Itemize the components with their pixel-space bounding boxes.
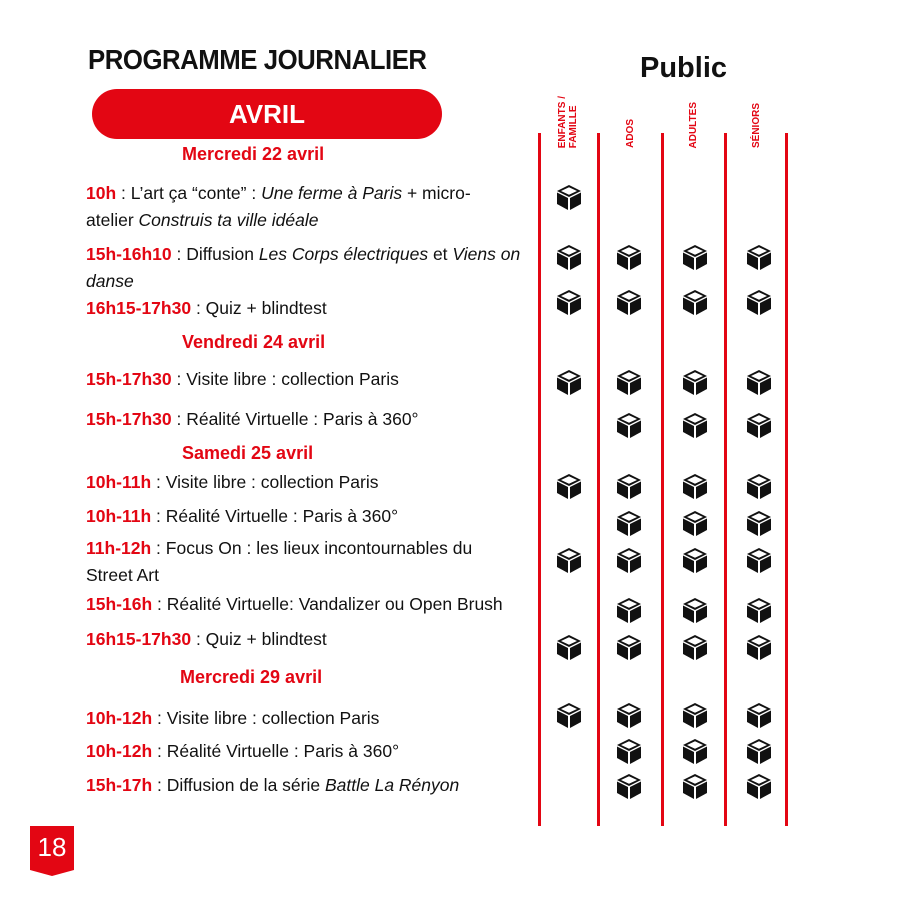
event-row: 15h-16h10 : Diffusion Les Corps électriques et Viens on danse bbox=[86, 244, 521, 291]
audience-cube-icon bbox=[555, 701, 583, 729]
audience-cube-icon bbox=[615, 509, 643, 537]
audience-cube-icon bbox=[615, 368, 643, 396]
event-row: 15h-16h : Réalité Virtuelle: Vandalizer ou Open Brush bbox=[86, 594, 503, 614]
column-header-adultes: ADULTES bbox=[687, 101, 699, 148]
audience-cube-icon bbox=[615, 411, 643, 439]
audience-cube-icon bbox=[745, 772, 773, 800]
audience-cube-icon bbox=[681, 737, 709, 765]
event-row: 11h-12h : Focus On : les lieux incontournables du Street Art bbox=[86, 538, 473, 585]
column-divider bbox=[724, 133, 727, 826]
audience-cube-icon bbox=[745, 546, 773, 574]
audience-cube-icon bbox=[615, 288, 643, 316]
audience-cube-icon bbox=[555, 368, 583, 396]
event-row: 10h-11h : Réalité Virtuelle : Paris à 360° bbox=[86, 506, 399, 526]
audience-cube-icon bbox=[745, 411, 773, 439]
audience-cube-icon bbox=[681, 701, 709, 729]
audience-cube-icon bbox=[745, 509, 773, 537]
audience-cube-icon bbox=[555, 243, 583, 271]
column-divider bbox=[661, 133, 664, 826]
audience-cube-icon bbox=[681, 509, 709, 537]
page-number: 18 bbox=[37, 832, 67, 862]
audience-cube-icon bbox=[555, 183, 583, 211]
month-banner: AVRIL bbox=[92, 89, 442, 139]
audience-cube-icon bbox=[681, 243, 709, 271]
audience-cube-icon bbox=[555, 472, 583, 500]
audience-cube-icon bbox=[745, 368, 773, 396]
audience-cube-icon bbox=[615, 737, 643, 765]
audience-cube-icon bbox=[745, 243, 773, 271]
audience-cube-icon bbox=[681, 368, 709, 396]
audience-cube-icon bbox=[681, 596, 709, 624]
audience-cube-icon bbox=[615, 546, 643, 574]
audience-cube-icon bbox=[681, 411, 709, 439]
event-row: 10h-12h : Réalité Virtuelle : Paris à 360° bbox=[86, 741, 400, 761]
page-title: PROGRAMME JOURNALIER bbox=[88, 44, 427, 75]
event-row: 16h15-17h30 : Quiz + blindtest bbox=[86, 629, 327, 649]
column-divider bbox=[597, 133, 600, 826]
event-row: 10h : L’art ça “conte” : Une ferme à Paris + micro-atelier Construis ta ville idéale bbox=[86, 183, 471, 230]
audience-cube-icon bbox=[745, 596, 773, 624]
event-row: 15h-17h30 : Réalité Virtuelle : Paris à 360° bbox=[86, 409, 419, 429]
event-row: 10h-11h : Visite libre : collection Paris bbox=[86, 472, 379, 492]
audience-cube-icon bbox=[615, 596, 643, 624]
audience-cube-icon bbox=[615, 772, 643, 800]
audience-cube-icon bbox=[745, 633, 773, 661]
column-header-enfants: ENFANTS / FAMILLE bbox=[557, 95, 579, 148]
audience-cube-icon bbox=[615, 701, 643, 729]
audience-cube-icon bbox=[681, 472, 709, 500]
page-number-badge bbox=[30, 826, 74, 876]
event-row: 15h-17h30 : Visite libre : collection Paris bbox=[86, 369, 399, 389]
audience-cube-icon bbox=[555, 633, 583, 661]
audience-cube-icon bbox=[745, 701, 773, 729]
audience-cube-icon bbox=[555, 288, 583, 316]
audience-cube-icon bbox=[681, 288, 709, 316]
event-row: 16h15-17h30 : Quiz + blindtest bbox=[86, 298, 327, 318]
audience-cube-icon bbox=[681, 633, 709, 661]
audience-cube-icon bbox=[745, 288, 773, 316]
audience-cube-icon bbox=[681, 772, 709, 800]
audience-cube-icon bbox=[615, 472, 643, 500]
public-heading: Public bbox=[640, 52, 728, 84]
day-heading: Vendredi 24 avril bbox=[182, 332, 326, 352]
day-heading: Mercredi 29 avril bbox=[180, 667, 323, 687]
day-heading: Mercredi 22 avril bbox=[182, 144, 325, 164]
event-row: 15h-17h : Diffusion de la série Battle La Rényon bbox=[86, 775, 460, 795]
day-heading: Samedi 25 avril bbox=[182, 443, 314, 463]
audience-cube-icon bbox=[555, 546, 583, 574]
column-divider bbox=[538, 133, 541, 826]
event-row: 10h-12h : Visite libre : collection Paris bbox=[86, 708, 380, 728]
column-divider bbox=[785, 133, 788, 826]
audience-cube-icon bbox=[615, 633, 643, 661]
audience-cube-icon bbox=[615, 243, 643, 271]
column-header-seniors: SÉNIORS bbox=[750, 102, 762, 148]
column-header-ados: ADOS bbox=[624, 119, 636, 148]
audience-cube-icon bbox=[745, 472, 773, 500]
audience-cube-icon bbox=[745, 737, 773, 765]
audience-cube-icon bbox=[681, 546, 709, 574]
